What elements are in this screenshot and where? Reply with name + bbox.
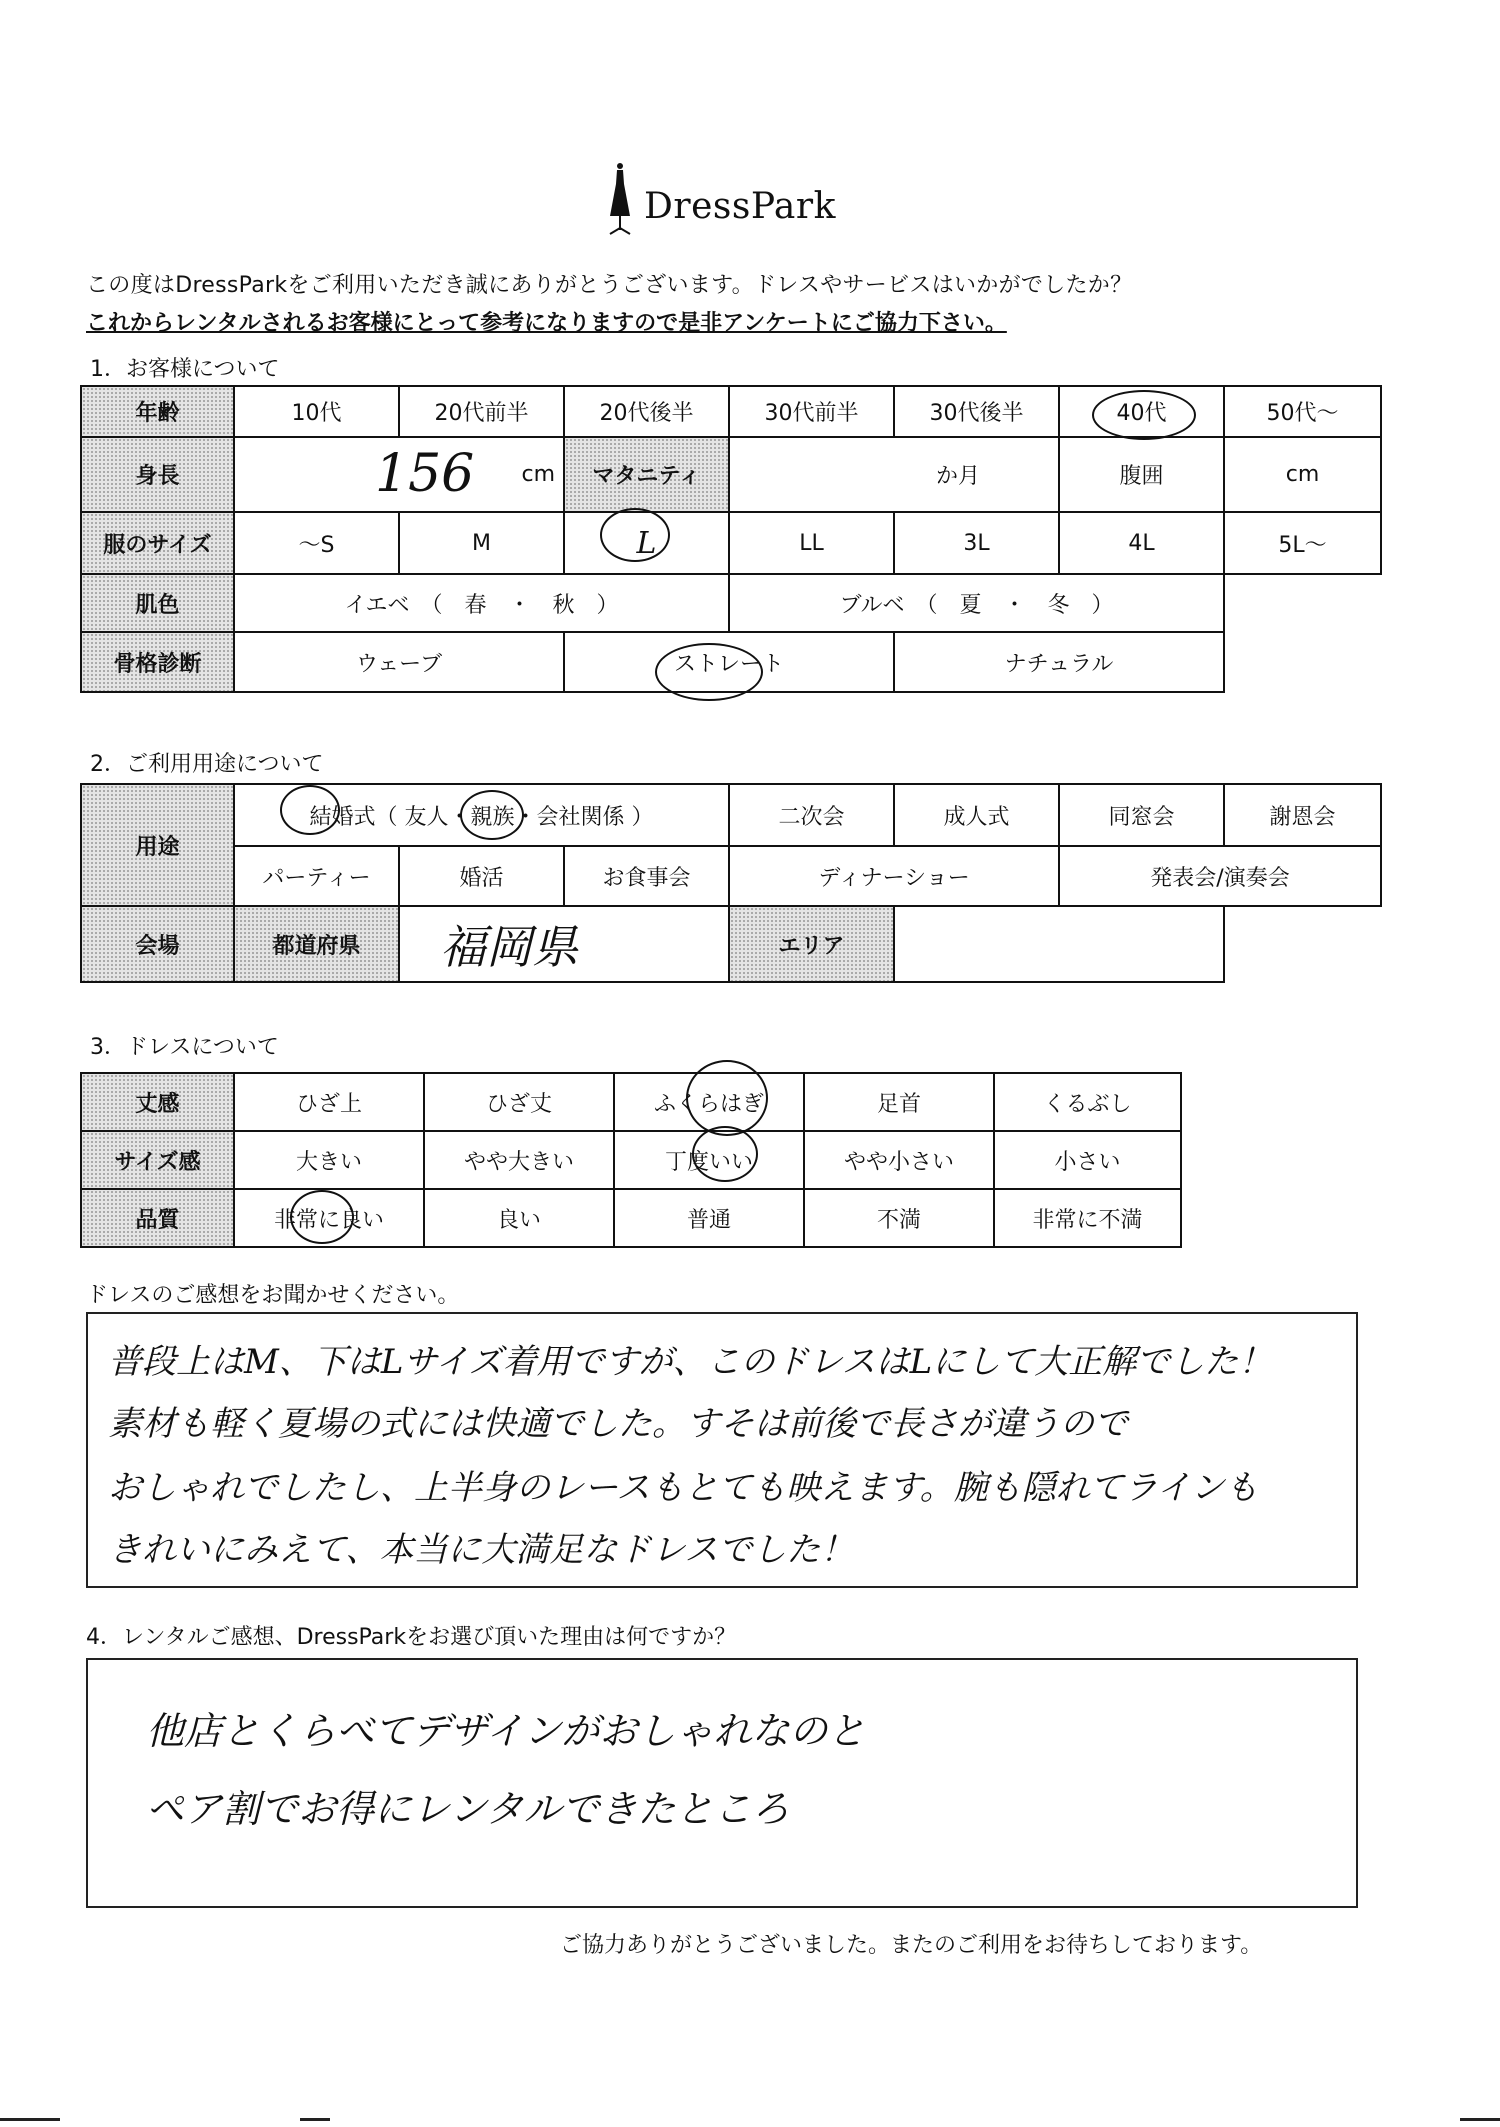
scan-artifact-line — [300, 2118, 330, 2121]
purpose-option-wedding[interactable]: 結婚式（ 友人・親族・会社関係 ） — [234, 784, 729, 846]
area-label: エリア — [729, 906, 894, 982]
impressions-box[interactable] — [86, 1312, 1358, 1588]
section-2-title: 2．ご利用用途について — [90, 752, 324, 777]
quality-option[interactable]: 普通 — [614, 1189, 804, 1247]
age-label: 年齢 — [81, 386, 234, 437]
brand-name: DressPark — [644, 186, 836, 227]
quality-label: 品質 — [81, 1189, 234, 1247]
size-option[interactable]: 3L — [894, 512, 1059, 574]
age-option[interactable]: 30代前半 — [729, 386, 894, 437]
purpose-option-dinner-show[interactable]: ディナーショー — [729, 846, 1059, 906]
purpose-option-recital[interactable]: 発表会/演奏会 — [1059, 846, 1381, 906]
waist-unit[interactable]: cm — [1224, 437, 1381, 512]
age-option[interactable]: 10代 — [234, 386, 399, 437]
venue-row — [81, 906, 1381, 982]
purpose-label: 用途 — [81, 784, 234, 906]
scan-artifact-line — [1460, 2118, 1500, 2121]
length-label: 丈感 — [81, 1073, 234, 1131]
reason-line: ペア割でお得にレンタルできたところ — [146, 1787, 790, 1831]
quality-option[interactable]: 非常に不満 — [994, 1189, 1181, 1247]
purpose-row-2 — [81, 846, 1381, 906]
dresspark-logo — [600, 160, 840, 240]
purpose-option[interactable]: パーティー — [234, 846, 399, 906]
purpose-option[interactable]: 婚活 — [399, 846, 564, 906]
fit-option[interactable]: やや小さい — [804, 1131, 994, 1189]
impression-line: 普段上はM、下はLサイズ着用ですが、このドレスはLにして大正解でした！ — [108, 1342, 1273, 1382]
prefecture-label: 都道府県 — [234, 906, 399, 982]
size-option[interactable]: ～S — [234, 512, 399, 574]
height-row — [81, 437, 1381, 512]
impression-line: おしゃれでしたし、上半身のレースもとても映えます。腕も隠れてラインも — [108, 1468, 1259, 1508]
quality-option[interactable]: 良い — [424, 1189, 614, 1247]
prefecture-value[interactable]: 福岡県 — [399, 906, 729, 982]
scan-artifact-line — [0, 2118, 60, 2121]
height-label: 身長 — [81, 437, 234, 512]
impression-line: きれいにみえて、本当に大満足なドレスでした！ — [108, 1530, 855, 1570]
skin-label: 肌色 — [81, 574, 234, 632]
height-field[interactable] — [234, 437, 564, 512]
age-option[interactable]: 20代前半 — [399, 386, 564, 437]
skin-option-blue-base[interactable]: ブルベ （ 夏 ・ 冬 ） — [729, 574, 1224, 632]
length-option[interactable]: ひざ丈 — [424, 1073, 614, 1131]
footer-thanks: ご協力ありがとうございました。またのご利用をお待ちしております。 — [560, 1933, 1263, 1958]
height-unit: cm — [521, 462, 555, 487]
purpose-row-1 — [81, 784, 1381, 846]
usage-table — [80, 783, 1382, 983]
section-1-title: 1．お客様について — [90, 357, 280, 382]
skeleton-label: 骨格診断 — [81, 632, 234, 692]
dress-form-icon — [600, 160, 640, 240]
fit-option[interactable]: 小さい — [994, 1131, 1181, 1189]
section-3-title: 3．ドレスについて — [90, 1035, 279, 1060]
size-row — [81, 512, 1381, 574]
age-option-selected[interactable]: 40代 — [1059, 386, 1224, 437]
fit-option[interactable]: やや大きい — [424, 1131, 614, 1189]
skeleton-option-natural[interactable]: ナチュラル — [894, 632, 1224, 692]
fit-label: サイズ感 — [81, 1131, 234, 1189]
age-row — [81, 386, 1381, 437]
length-option[interactable]: ひざ上 — [234, 1073, 424, 1131]
age-option[interactable]: 50代～ — [1224, 386, 1381, 437]
venue-label: 会場 — [81, 906, 234, 982]
dress-table — [80, 1072, 1182, 1248]
age-option[interactable]: 30代後半 — [894, 386, 1059, 437]
length-option[interactable]: くるぶし — [994, 1073, 1181, 1131]
section-4-title: 4．レンタルご感想、DressParkをお選び頂いた理由は何ですか？ — [86, 1625, 737, 1650]
maternity-months[interactable]: か月 — [729, 437, 1059, 512]
waist-label: 腹囲 — [1059, 437, 1224, 512]
size-option[interactable]: M — [399, 512, 564, 574]
intro-line-1: この度はDressParkをご利用いただき誠にありがとうございます。ドレスやサービスはいかがでしたか？ — [86, 273, 1133, 298]
purpose-option[interactable]: 成人式 — [894, 784, 1059, 846]
impression-line: 素材も軽く夏場の式には快適でした。すそは前後で長さが違うので — [108, 1404, 1128, 1444]
impressions-title: ドレスのご感想をお聞かせください。 — [86, 1283, 460, 1308]
purpose-option[interactable]: 同窓会 — [1059, 784, 1224, 846]
quality-option[interactable]: 不満 — [804, 1189, 994, 1247]
fit-option[interactable]: 大きい — [234, 1131, 424, 1189]
size-option-selected[interactable]: L — [564, 512, 729, 574]
skin-option-yellow-base[interactable]: イエベ （ 春 ・ 秋 ） — [234, 574, 729, 632]
length-option[interactable]: 足首 — [804, 1073, 994, 1131]
area-value[interactable] — [894, 906, 1224, 982]
quality-row — [81, 1189, 1181, 1247]
quality-option-selected[interactable]: 非常に良い — [234, 1189, 424, 1247]
customer-info-table — [80, 385, 1382, 693]
fit-option-selected[interactable]: 丁度いい — [614, 1131, 804, 1189]
size-option[interactable]: 5L～ — [1224, 512, 1381, 574]
length-row — [81, 1073, 1181, 1131]
maternity-label: マタニティ — [564, 437, 729, 512]
size-label: 服のサイズ — [81, 512, 234, 574]
size-option[interactable]: 4L — [1059, 512, 1224, 574]
skin-row — [81, 574, 1381, 632]
purpose-option[interactable]: 二次会 — [729, 784, 894, 846]
skeleton-row — [81, 632, 1381, 692]
length-option-selected[interactable]: ふくらはぎ — [614, 1073, 804, 1131]
intro-line-2: これからレンタルされるお客様にとって参考になりますので是非アンケートにご協力下さい。 — [86, 311, 1007, 336]
purpose-option[interactable]: お食事会 — [564, 846, 729, 906]
reason-box[interactable] — [86, 1658, 1358, 1908]
height-value: 156 — [375, 444, 475, 504]
skeleton-option-straight[interactable]: ストレート — [564, 632, 894, 692]
purpose-option[interactable]: 謝恩会 — [1224, 784, 1381, 846]
skeleton-option-wave[interactable]: ウェーブ — [234, 632, 564, 692]
age-option[interactable]: 20代後半 — [564, 386, 729, 437]
size-option[interactable]: LL — [729, 512, 894, 574]
reason-line: 他店とくらべてデザインがおしゃれなのと — [146, 1709, 866, 1753]
fit-row — [81, 1131, 1181, 1189]
